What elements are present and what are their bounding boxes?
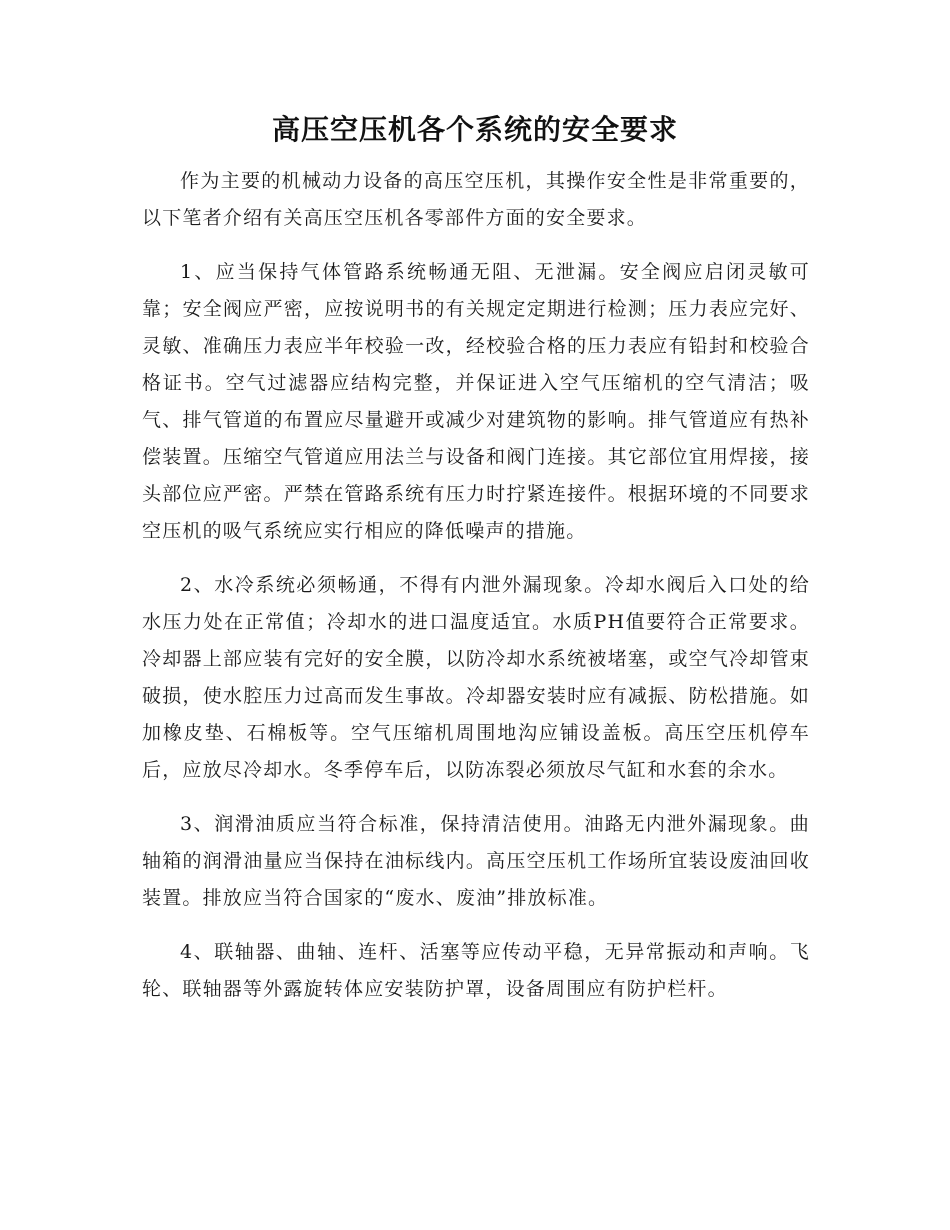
document-body bbox=[142, 163, 810, 1008]
section-1-paragraph: 1、应当保持气体管路系统畅通无阻、无泄漏。安全阀应启闭灵敏可靠；安全阀应严密，应按说明书的有关规定定期进行检测；压力表应完好、灵敏、准确压力表应半年校验一改，经校验合格的压力表应有铅封和校验合格证书。空气过滤器应结构完整，并保证进入空气压缩机的空气清洁；吸气、排气管道的布置应尽量避开或减少对建筑物的影响。排气管道应有热补偿装置。压缩空气管道应用法兰与设备和阀门连接。其它部位宜用焊接，接头部位应严密。严禁在管路系统有压力时拧紧连接件。根据环境的不同要求空压机的吸气系统应实行相应的降低噪声的措施。 bbox=[142, 261, 810, 542]
section-4-paragraph: 4、联轴器、曲轴、连杆、活塞等应传动平稳，无异常振动和声响。飞轮、联轴器等外露旋转体应安装防护罩，设备周围应有防护栏杆。 bbox=[142, 941, 810, 1000]
document-title: 高压空压机各个系统的安全要求 bbox=[271, 113, 678, 146]
intro-paragraph: 作为主要的机械动力设备的高压空压机，其操作安全性是非常重要的，以下笔者介绍有关高压空压机各零部件方面的安全要求。 bbox=[142, 170, 810, 229]
section-3-paragraph: 3、润滑油质应当符合标准，保持清洁使用。油路无内泄外漏现象。曲轴箱的润滑油量应当保持在油标线内。高压空压机工作场所宜装设废油回收装置。排放应当符合国家的“废水、废油”排放标准。 bbox=[142, 813, 810, 909]
section-2-paragraph: 2、水冷系统必须畅通，不得有内泄外漏现象。冷却水阀后入口处的给水压力处在正常值；冷却水的进口温度适宜。水质PH值要符合正常要求。冷却器上部应装有完好的安全膜，以防冷却水系统被堵塞，或空气冷却管束破损，使水腔压力过高而发生事故。冷却器安装时应有减振、防松措施。如加橡皮垫、石棉板等。空气压缩机周围地沟应铺设盖板。高压空压机停车后，应放尽冷却水。冬季停车后，以防冻裂必须放尽气缸和水套的余水。 bbox=[142, 574, 810, 781]
